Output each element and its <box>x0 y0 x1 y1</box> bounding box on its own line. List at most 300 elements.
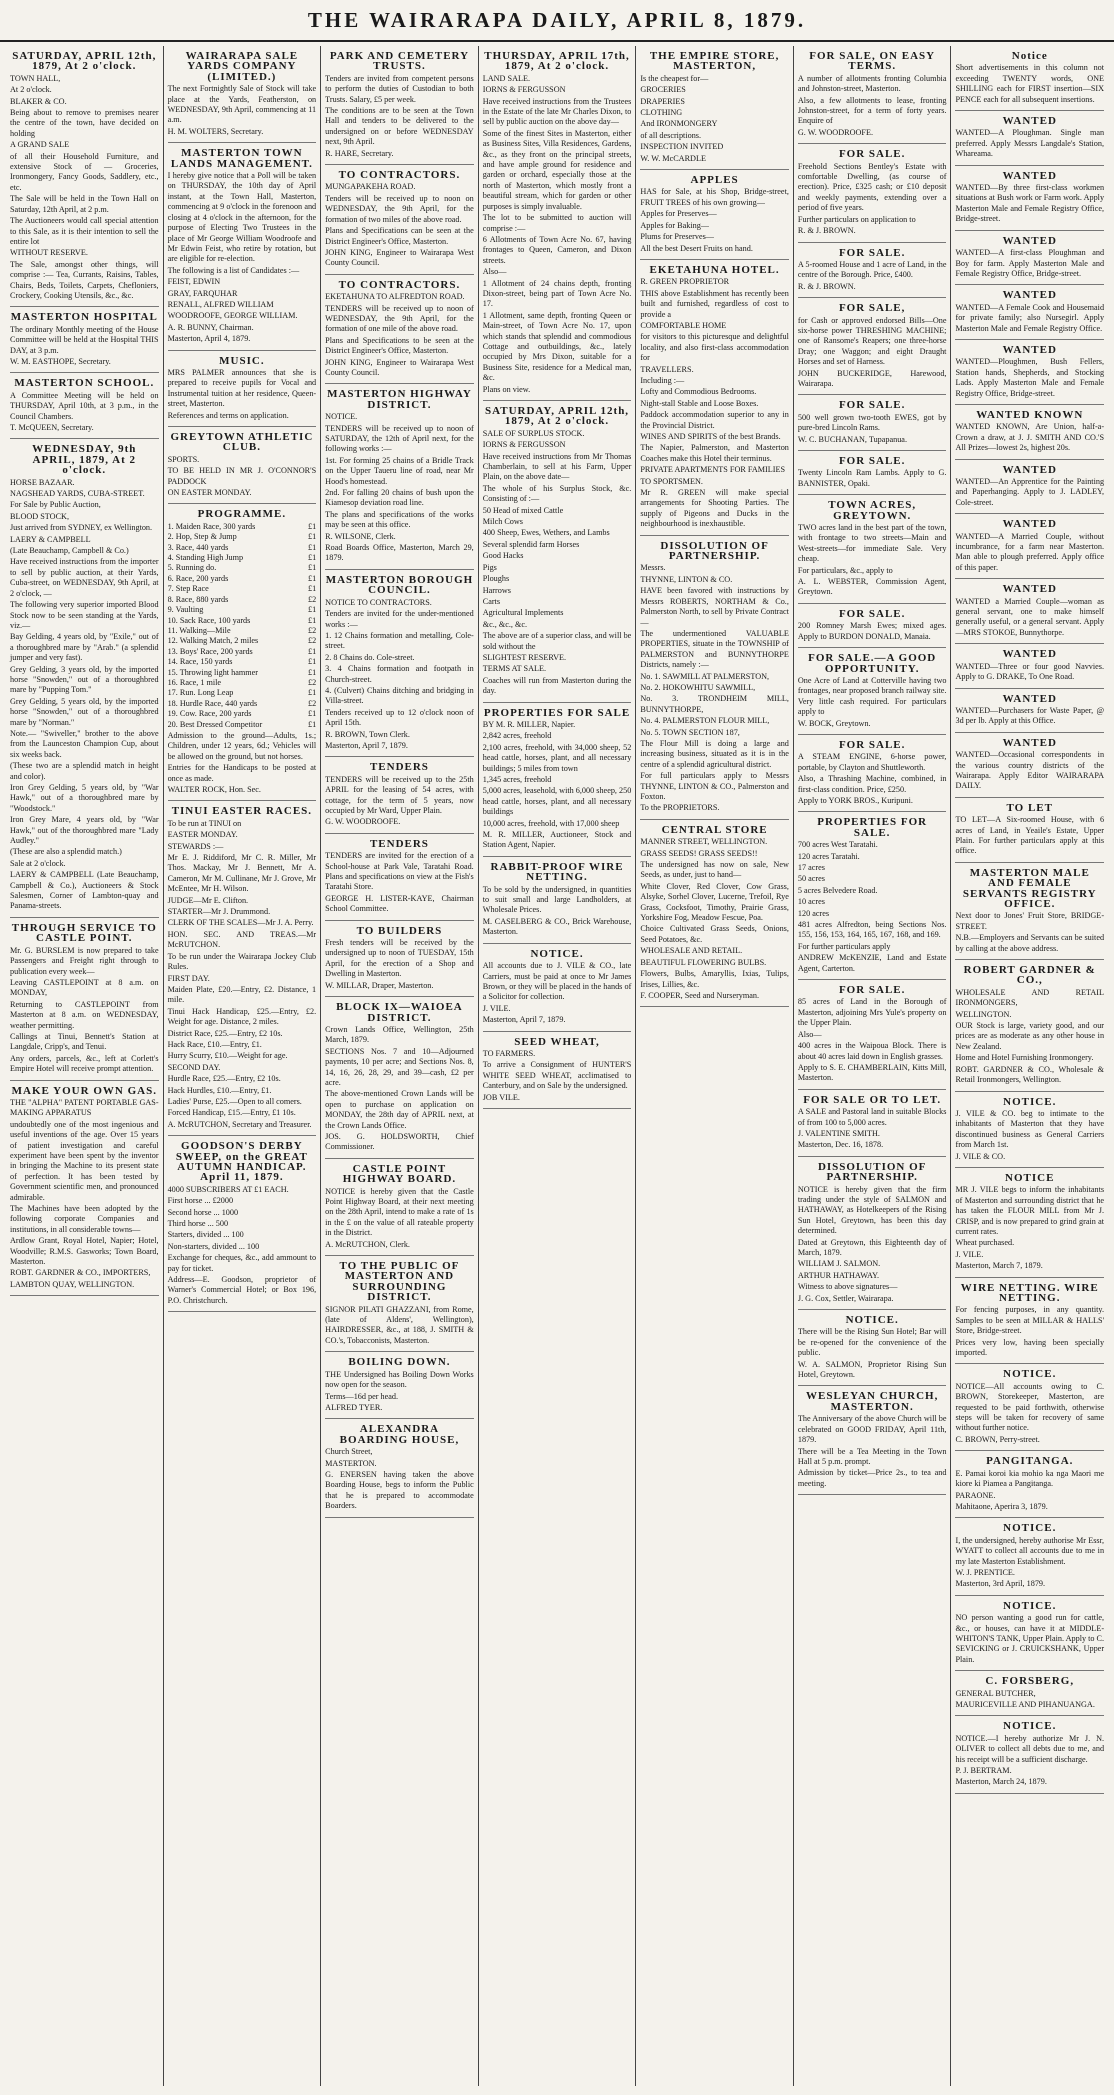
ad-text: FEIST, EDWIN <box>167 277 221 287</box>
ad-text: WINES AND SPIRITS of the best Brands. <box>640 432 781 441</box>
event-name: 11. Walking—Mile <box>167 625 231 635</box>
advertisement <box>955 460 1104 515</box>
ad-heading: MASTERTON MALE AND FEMALE SERVANTS REGISTRY OFFICE. <box>962 866 1097 910</box>
ad-text: Coaches will run from Masterton during the day. <box>482 675 632 696</box>
programme-row <box>168 532 317 542</box>
ad-text: Admission to the ground—Adults, 1s.; Children, under 12 years, 6d.; Vehicles will be allowed on the ground, but not horses. <box>167 730 317 761</box>
ad-text: Tenders received up to 12 o'clock noon of April 15th. <box>325 707 474 728</box>
event-prize: £1 <box>307 532 317 542</box>
advertisement <box>798 298 947 395</box>
ad-text: WANTED—Three or four good Navvies. Apply to G. DRAKE, To One Road. <box>955 661 1105 682</box>
ad-text: All the best Desert Fruits on hand. <box>640 243 753 253</box>
ad-text: R. & J. BROWN. <box>797 281 856 291</box>
ad-text: Tinui Hack Handicap, £25.—Entry, £2. Weight for age. Distance, 2 miles. <box>167 1006 317 1027</box>
advertisement <box>168 801 317 1136</box>
ad-text: SECOND DAY. <box>167 1062 221 1072</box>
advertisement <box>955 863 1104 960</box>
ad-text: 700 acres West Taratahi. <box>797 840 878 850</box>
advertisement <box>483 401 632 703</box>
event-prize: £1 <box>307 605 317 615</box>
ad-text: No. 3. TRONDHEIM MILL, BUNNYTHORPE, <box>640 694 789 714</box>
ad-text: Non-starters, divided ... 100 <box>167 1241 260 1251</box>
ad-text: W. W. McCARDLE <box>640 153 706 163</box>
ad-text: J. VILE. <box>482 1003 511 1013</box>
ad-text: Masterton, 3rd April, 1879. <box>955 1579 1046 1589</box>
ad-text: Exchange for cheques, &c., add ammount to pay for ticket. <box>167 1253 317 1273</box>
ad-text: HAVE been favored with instructions by Messrs ROBERTS, NORTHAM & Co., Palmerston North, to sell by Private Contract— <box>640 586 789 627</box>
ad-text: LAND SALE. <box>482 73 531 83</box>
advertisement <box>955 1168 1104 1278</box>
ad-text: Masterton, April 7, 1879. <box>325 740 408 750</box>
ad-text: THE Undersigned has Boiling Down Works now open for the season. <box>325 1369 474 1390</box>
ad-text: R. HARE, Secretary. <box>325 148 394 158</box>
ad-text: NOTICE is hereby given that the Castle Point Highway Board, at their next meeting on the 28th April, intend to make a rate of 1s in the £ on the value of all rateable property in the District. <box>325 1186 474 1238</box>
ad-text: I hereby give notice that a Poll will be taken on THURSDAY, the 10th day of April instant, at the Town Hall, Masterton, commencing at 9 o'clock in the forenoon and closing at 4 o'clock in the afternoon, for the purpose of Electing Two Trustees in the place of Mr George William Woodroofe and Mr Edwin Feist, who retire by rotation, but are eligible for re-election. <box>167 171 317 264</box>
ad-heading: MASTERTON HIGHWAY DISTRICT. <box>327 388 472 411</box>
event-prize: £1 <box>307 688 317 698</box>
ad-text: WANTED—An Apprentice for the Painting and Paperhanging. Apply to J. LADLEY, Cole-street. <box>955 477 1105 507</box>
ad-text: WHOLESALE AND RETAIL. <box>640 946 743 956</box>
advertisement <box>640 46 789 170</box>
ad-text: The Napier, Palmerston, and Masterton Coaches make this Hotel their terminus. <box>640 443 789 463</box>
advertisement <box>955 1364 1104 1451</box>
advertisement <box>955 166 1104 231</box>
ad-text: Hack Hurdles, £10.—Entry, £1. <box>167 1085 272 1095</box>
advertisement <box>168 427 317 504</box>
advertisement <box>798 1090 947 1157</box>
ad-heading: MASTERTON BOROUGH COUNCIL. <box>325 573 474 597</box>
ad-text: A 5-roomed House and 1 acre of Land, in the centre of the Borough. Price, £400. <box>797 259 947 280</box>
ad-text: WANTED—Purchasers for Waste Paper, @ 3d per lb. Apply at this Office. <box>955 705 1105 726</box>
ad-heading: DISSOLUTION OF PARTNERSHIP. <box>660 539 769 563</box>
ad-text: Harrows <box>482 585 511 595</box>
ad-text: WANTED—By three first-class workmen situations at Bush work or Farm work. Apply Masterton Male and Female Registry Office, Bridge-street. <box>955 183 1105 224</box>
ad-heading: NOTICE. <box>1003 1368 1057 1381</box>
ad-text: There will be the Rising Sun Hotel; Bar will be re-opened for the convenience of the public. <box>797 1327 947 1358</box>
ad-text: HAS for Sale, at his Shop, Bridge-street, FRUIT TREES of his own growing— <box>640 187 789 207</box>
ad-heading: NOTICE. <box>530 947 584 960</box>
advertisement <box>325 165 474 275</box>
ad-text: The above are of a superior class, and will be sold without the <box>482 631 632 651</box>
ad-text: BLOOD STOCK, <box>10 511 69 521</box>
ad-heading: WANTED <box>1002 169 1057 182</box>
ad-text: A SALE and Pastoral land in suitable Blocks of from 100 to 5,000 acres. <box>797 1107 947 1127</box>
ad-text: Have received instructions from the importer to sell by public auction, at their Yards, Cuba-street, on WEDNESDAY, 9th April, at 2 o'clock, — <box>10 557 159 598</box>
ad-text: NOTICE—All accounts owing to C. BROWN, Storekeeper, Masterton, are requested to be paid forthwith, otherwise steps will be taken for recovery of same without further notice. <box>955 1381 1105 1433</box>
event-name: 13. Boys' Race, 200 yards <box>167 646 253 656</box>
ad-text: Next door to Jones' Fruit Store, BRIDGE-STREET. <box>955 911 1105 931</box>
programme-row <box>168 699 317 709</box>
advertisement <box>483 857 632 944</box>
masthead <box>0 0 1114 42</box>
ad-text: Crown Lands Office, Wellington, 25th March, 1879. <box>325 1024 474 1045</box>
ad-text: WANTED KNOWN, Are Union, half-a-Crown a draw, at J. J. SMITH AND CO.'S All Prizes—lowest 2s, highest 20s. <box>955 422 1105 453</box>
programme-row <box>168 657 317 667</box>
ad-text: W. A. SALMON, Proprietor Rising Sun Hotel, Greytown. <box>797 1359 947 1380</box>
ad-text: COMFORTABLE HOME <box>640 320 727 330</box>
advertisement <box>325 834 474 921</box>
ad-text: Returning to CASTLEPOINT from Masterton at 8 a.m. on WEDNESDAY, weather permitting. <box>10 999 159 1030</box>
ad-text: 1. 12 Chains formation and metalling, Cole-street. <box>325 630 474 651</box>
ad-text: Forced Handicap, £15.—Entry, £1 10s. <box>167 1108 296 1118</box>
ad-text: To be run at TINUI on <box>167 818 242 828</box>
ad-text: Milch Cows <box>482 517 523 527</box>
ad-heading: NOTICE. <box>1003 1522 1057 1535</box>
ad-text: R. WILSONE, Clerk. <box>325 531 396 541</box>
ad-text: 17 acres <box>797 863 825 872</box>
ad-heading: TENDERS <box>369 837 429 850</box>
ad-text: ALFRED TYER. <box>325 1402 383 1412</box>
ad-heading: PROGRAMME. <box>197 508 287 521</box>
ad-text: J. VILE & CO. <box>955 1151 1006 1161</box>
advertisement <box>325 1159 474 1256</box>
ad-text: Carts <box>482 596 501 606</box>
ad-heading: MUSIC. <box>219 354 265 367</box>
programme-row <box>168 595 317 605</box>
ad-text: A STEAM ENGINE, 6-horse power, portable, by Clayton and Shuttleworth. <box>797 752 947 772</box>
ad-text: N.B.—Employers and Servants can be suited by calling at the above address. <box>955 933 1105 953</box>
ad-text: WHOLESALE AND RETAIL IRONMONGERS, <box>955 987 1105 1008</box>
ad-text: TENDERS are invited for the erection of a School-house at Park Vale, Taratahi Road. Plans and specifications on view at the Fish's Taratahi Store. <box>325 851 474 892</box>
ad-heading: SATURDAY, APRIL 12th, 1879, At 2 o'clock. <box>12 50 157 73</box>
advertisement <box>955 1671 1104 1716</box>
ad-heading: THURSDAY, APRIL 17th, 1879, At 2 o'clock. <box>484 50 630 73</box>
ad-text: Also, a few allotments to lease, fronting Johnston-street, for a term of forty years. Enquire of <box>797 95 947 126</box>
programme-row <box>168 574 317 584</box>
ad-text: 50 Head of mixed Cattle <box>482 505 564 515</box>
ad-heading: THE EMPIRE STORE, MASTERTON, <box>649 50 780 73</box>
ad-text: RENALL, ALFRED WILLIAM <box>167 299 274 309</box>
ad-text: MUNGAPAKEHA ROAD. <box>325 182 416 192</box>
event-prize: £1 <box>307 521 317 531</box>
programme-row <box>168 636 317 646</box>
ad-text: Wheat purchased. <box>955 1238 1015 1248</box>
ad-text: TENDERS will be received up to the 25th APRIL for the leasing of 54 acres, with cottage, for the term of 5 years, now occupied by Mr Ward, Upper Plain. <box>325 774 474 815</box>
ad-text: WANTED—Occasional correspondents in the various country districts of the Wairarapa. Apply Editor WAIRARAPA DAILY. <box>955 750 1105 791</box>
ad-heading: TO BUILDERS <box>356 924 443 937</box>
advertisement <box>798 1157 947 1310</box>
ad-text: Have received instructions from Mr Thomas Chamberlain, to sell at his Farm, Upper Plain, on the above date— <box>482 451 632 482</box>
ad-heading: FOR SALE, ON EASY TERMS. <box>809 50 936 73</box>
ad-text: TENDERS will be received up to noon of WEDNESDAY, the 9th April, for the formation of one mile of the above road. <box>325 303 474 334</box>
event-name: 4. Standing High Jump <box>167 553 244 563</box>
columns-container <box>6 46 1108 2086</box>
ad-text: The undersigned has now on sale, New Seeds, as under, just to hand— <box>640 860 789 880</box>
ad-heading: TINUI EASTER RACES. <box>171 805 313 818</box>
advertisement <box>325 1419 474 1517</box>
ad-text: W. C. BUCHANAN, Tupapanua. <box>797 434 907 444</box>
advertisement <box>640 820 789 1008</box>
ad-text: Witness to above signatures— <box>797 1282 898 1292</box>
ad-text: MASTERTON. <box>325 1458 377 1468</box>
ad-text: PARAONE. <box>955 1490 996 1500</box>
ad-text: (These are also a splendid match.) <box>10 847 122 857</box>
ad-text: (These two are a splendid match in height and color). <box>10 761 159 781</box>
ad-text: W. J. PRENTICE. <box>955 1567 1015 1577</box>
ad-text: Flowers, Bulbs, Amaryllis, Ixias, Tulips, Irises, Lillies, &c. <box>640 969 789 989</box>
advertisement <box>325 275 474 385</box>
ad-text: The plans and specifications of the works may be seen at this office. <box>325 509 474 530</box>
ad-text: SIGNOR PILATI GHAZZANI, from Rome, (late of Aldens', Wellington), HAIRDRESSER, &c., at 188, J. SMITH & CO.'s, Tobacconists, Masterton. <box>325 1304 474 1345</box>
event-name: 9. Vaulting <box>167 605 204 615</box>
ad-text: MRS PALMER announces that she is prepared to receive pupils for Vocal and Instrumental tuition at her residence, Queen-street, Masterton. <box>167 367 317 409</box>
ad-heading: FOR SALE. <box>838 607 906 620</box>
advertisement <box>325 1256 474 1352</box>
advertisement <box>798 451 947 495</box>
ad-heading: WANTED <box>1002 289 1057 302</box>
ad-text: Freehold Sections Bentley's Estate with comfortable Dwelling, (as course of erection). Price, £325 cash; or £10 deposit and weekly payments, extending over a period of five years. <box>797 161 947 213</box>
ad-text: CLOTHING <box>640 108 683 118</box>
ad-heading: GREYTOWN ATHLETIC CLUB. <box>170 431 314 454</box>
ad-text: JOHN KING, Engineer to Wairarapa West County Council. <box>325 247 474 268</box>
ad-text: 4000 SUBSCRIBERS AT £1 EACH. <box>167 1184 289 1194</box>
event-prize: £1 <box>307 563 317 573</box>
ad-text: Good Hacks <box>482 551 524 561</box>
event-name: 19. Cow. Race, 200 yards <box>167 709 252 719</box>
ad-text: No. 5. TOWN SECTION 187, <box>640 727 740 737</box>
ad-text: For Sale by Public Auction, <box>10 500 101 510</box>
ad-text: J. VILE. <box>955 1249 984 1259</box>
ad-text: Night-stall Stable and Loose Boxes. <box>640 398 759 408</box>
ad-text: For full particulars apply to Messrs THYNNE, LINTON & CO., Palmerston and Foxton. <box>640 771 789 801</box>
ad-text: A number of allotments fronting Columbia and Johnston-street, Masterton. <box>797 73 947 94</box>
event-name: 5. Running do. <box>167 563 217 573</box>
event-name: 16. Race, 1 mile <box>167 677 222 687</box>
ad-text: WANTED—Ploughmen, Bush Fellers, Station hands, Shepherds, and Stocking Lads. Apply Masterton Male and Female Registry Office, Bridge-street. <box>955 357 1105 398</box>
ad-text: Third horse ... 500 <box>167 1219 229 1229</box>
ad-text: SALE OF SURPLUS STOCK. <box>482 428 585 438</box>
ad-text: NOTICE is hereby given that the firm trading under the style of SALMON and HATHAWAY, as Hotelkeepers of the Rising Sun Hotel, Greytown, has been this day determined. <box>797 1184 947 1236</box>
ad-text: MANNER STREET, WELLINGTON. <box>640 837 768 847</box>
ad-text: The Sale will be held in the Town Hall on Saturday, 12th April, at 2 p.m. <box>10 194 159 214</box>
ad-heading: WANTED KNOWN <box>976 408 1084 421</box>
column-4 <box>479 46 637 2086</box>
advertisement <box>798 1386 947 1495</box>
advertisement <box>955 644 1104 688</box>
column-5 <box>636 46 794 2086</box>
event-name: 17. Run. Long Leap <box>167 688 234 698</box>
ad-text: Paddock accommodation superior to any in the Provincial District. <box>640 410 789 430</box>
ad-text: M. R. MILLER, Auctioneer, Stock and Station Agent, Napier. <box>482 830 632 850</box>
ad-heading: TOWN ACRES, GREYTOWN. <box>828 499 917 522</box>
ad-text: WILLIAM J. SALMON. <box>797 1259 881 1269</box>
ad-text: A Committee Meeting will be held on THURSDAY, April 10th, at 3 p.m., in the Council Chambers. <box>10 390 159 421</box>
event-name: 1. Maiden Race, 300 yards <box>167 521 256 531</box>
advertisement <box>798 648 947 735</box>
ad-heading: WESLEYAN CHURCH, MASTERTON. <box>806 1390 939 1413</box>
ad-text: Masterton, March 24, 1879. <box>955 1777 1047 1787</box>
ad-text: Grey Gelding, 3 years old, by the imported horse "Snowden," out of a thoroughbred mare by "Pupping Tom." <box>10 664 159 695</box>
ad-text: GENERAL BUTCHER, <box>955 1688 1036 1698</box>
ad-text: Apply to YORK BROS., Kuripuni. <box>797 795 913 805</box>
ad-text: 10,000 acres, freehold, with 17,000 sheep <box>482 818 620 828</box>
ad-text: Hack Race, £10.—Entry, £1. <box>167 1039 262 1049</box>
event-prize: £2 <box>307 625 317 635</box>
advertisement <box>955 733 1104 798</box>
ad-text: T. McQUEEN, Secretary. <box>10 423 94 432</box>
advertisement <box>798 735 947 812</box>
ad-text: To be sold by the undersigned, in quantities to suit small and large Landholders, at Wholesale Prices. <box>482 884 632 915</box>
ad-text: Have received instructions from the Trustees in the Estate of the late Mr Charles Dixon, to sell by public auction on the above day— <box>482 96 632 127</box>
ad-text: J. VILE & CO. beg to intimate to the inhabitants of Masterton that they have discontinued business as General Carriers from March 1st. <box>955 1108 1105 1150</box>
ad-text: I, the undersigned, hereby authorise Mr Essr, WYATT to collect all accounts due to me in my late Masterton Establishment. <box>955 1535 1105 1566</box>
ad-text: undoubtedly one of the most ingenious and useful inventions of the age. Over 15 years of patient investigation and careful experiment have been spent by the inventor in bringing the Machine to its present state of perfection. It has been tested by Government scientific men, and pronounced admirable. <box>10 1119 159 1202</box>
ad-text: Starters, divided ... 100 <box>167 1230 244 1240</box>
advertisement <box>798 495 947 604</box>
programme-row <box>168 522 317 532</box>
advertisement <box>955 960 1104 1091</box>
ad-text: TRAVELLERS. <box>640 364 694 374</box>
ad-text: FIRST DAY. <box>167 973 210 983</box>
ad-text: 1st. For forming 25 chains of a Bridle Track on the Upper Taueru line of road, near Mr Hood's homestead. <box>325 455 474 486</box>
ad-text: THIS above Establishment has recently been built and furnished, regardless of cost to provide a <box>640 288 789 319</box>
advertisement <box>955 689 1104 733</box>
event-prize: £2 <box>307 698 317 708</box>
ad-heading: NOTICE. <box>1003 1095 1057 1108</box>
ad-text: Hurry Scurry, £10.—Weight for age. <box>167 1051 288 1061</box>
ad-text: And IRONMONGERY <box>640 119 718 129</box>
ad-heading: WANTED <box>1002 583 1057 596</box>
advertisement <box>10 307 159 373</box>
ad-text: Mahitaone, Aperira 3, 1879. <box>955 1501 1048 1511</box>
advertisement <box>168 351 317 427</box>
advertisement <box>798 243 947 299</box>
ad-text: Hurdle Race, £25.—Entry, £2 10s. <box>167 1074 281 1084</box>
ad-text: A. L. WEBSTER, Commission Agent, Greytown. <box>797 577 947 597</box>
ad-text: Plans and Specifications can be seen at the District Engineer's Office, Masterton. <box>325 226 474 246</box>
ad-text: Just arrived from SYDNEY, ex Wellington. <box>10 523 153 533</box>
ad-text: HON. SEC. AND TREAS.—Mr McRUTCHON. <box>167 929 317 950</box>
ad-text: W. M. EASTHOPE, Secretary. <box>10 356 111 366</box>
event-prize: £1 <box>307 573 317 583</box>
ad-text: SPORTS. <box>167 454 200 464</box>
ad-heading: SATURDAY, APRIL 12th, 1879, At 2 o'clock. <box>484 405 630 428</box>
ad-text: WANTED—A Female Cook and Housemaid for private family; also Nursegirl. Apply Masterton Male and Female Registry Office. <box>955 302 1105 333</box>
ad-text: Apples for Baking— <box>640 220 709 230</box>
ad-text: The undermentioned VALUABLE PROPERTIES, situate in the TOWNSHIP of PALMERSTON and BUNNYTHORPE Districts, namely :— <box>640 628 789 670</box>
advertisement <box>798 46 947 144</box>
ad-text: Including :— <box>640 375 685 385</box>
ad-text: BEAUTIFUL FLOWERING BULBS. <box>640 957 767 967</box>
ad-text: Maiden Plate, £20.—Entry, £2. Distance, 1 mile. <box>167 984 317 1005</box>
programme-row <box>168 584 317 594</box>
programme-row <box>168 709 317 719</box>
page-title: THE WAIRARAPA DAILY, APRIL 8, 1879. <box>307 8 807 32</box>
ad-heading: WEDNESDAY, 9th APRIL, 1879, At 2 o'clock. <box>32 443 137 477</box>
ad-text: Address—E. Goodson, proprietor of Warner's Commercial Hotel; or Box 196, P.O. Christchurch. <box>167 1275 317 1305</box>
column-2 <box>164 46 322 2086</box>
advertisement <box>325 997 474 1159</box>
ad-text: TERMS AT SALE. <box>482 664 547 674</box>
ad-text: WITHOUT RESERVE. <box>10 248 88 258</box>
ad-text: Callings at Tinui, Bennett's Station at Langdale, Cripp's, and Tenui. <box>10 1031 159 1052</box>
ad-text: Home and Hotel Furnishing Ironmongery. <box>955 1053 1094 1063</box>
ad-text: E. Pamai koroi kia mohio ka nga Maori me kiore ki Piamea a Pangitanga. <box>955 1468 1105 1489</box>
event-prize: £2 <box>307 636 317 646</box>
event-name: 3. Race, 440 yards <box>167 542 229 552</box>
ad-text: Ardlow Grant, Royal Hotel, Napier; Hotel, Woodville; R.M.S. Gasworks; Town Board, Masterton. <box>10 1236 159 1267</box>
ad-text: NO person wanting a good run for cattle, &c., or houses, can have it at MIDDLE-WHITON'S TANK, Upper Plain. Apply to C. SEVICKING or J. CRUICKSHANK, Upper Plain. <box>955 1613 1105 1664</box>
ad-text: First horse ... £2000 <box>167 1196 234 1206</box>
advertisement <box>955 405 1104 460</box>
ad-text: 4. (Culvert) Chains ditching and bridging in Villa-street. <box>325 685 474 706</box>
event-prize: £1 <box>307 657 317 667</box>
ad-text: 481 acres Alfredton, being Sections Nos. 155, 156, 153, 164, 165, 167, 168, and 169. <box>797 920 947 940</box>
event-prize: £1 <box>307 709 317 719</box>
ad-text: ARTHUR HATHAWAY. <box>797 1270 880 1280</box>
advertisement <box>168 1136 317 1312</box>
ad-text: R. BROWN, Town Clerk. <box>325 729 410 739</box>
ad-text: 1,345 acres, freehold <box>482 775 552 784</box>
ad-heading: TO LET <box>1006 801 1053 814</box>
ad-text: For particulars, &c., apply to <box>797 565 893 575</box>
ad-heading: FOR SALE. <box>838 738 906 751</box>
ad-text: ROBT. GARDNER & CO., Wholesale & Retail Ironmongers, Wellington. <box>955 1064 1105 1085</box>
ad-heading: FOR SALE. <box>838 246 906 259</box>
ad-heading: NOTICE. <box>845 1314 899 1327</box>
ad-text: WELLINGTON. <box>955 1009 1012 1019</box>
ad-text: Agricultural Implements <box>482 608 564 618</box>
event-name: 10. Sack Race, 100 yards <box>167 615 251 625</box>
ad-text: Several splendid farm Horses <box>482 539 580 549</box>
ad-text: For further particulars apply <box>797 941 891 951</box>
ad-heading: APPLES <box>690 174 739 187</box>
ad-heading: WIRE NETTING. WIRE NETTING. <box>960 1281 1099 1304</box>
ad-text: TOWN HALL, <box>10 73 61 83</box>
ad-text: Grey Gelding, 5 years old, by the imported horse "Snowden," out of a thoroughbred mare by "Norman." <box>10 696 159 727</box>
ad-heading: WANTED <box>1002 692 1057 705</box>
ad-heading: FOR SALE OR TO LET. <box>803 1093 942 1106</box>
ad-heading: CASTLE POINT HIGHWAY BOARD. <box>342 1162 457 1186</box>
ad-text: JOB VILE. <box>482 1092 520 1102</box>
advertisement <box>955 111 1104 166</box>
ad-text: for visitors to this picturesque and delightful locality, and also first-class accommodation for <box>640 332 789 363</box>
ad-heading: BOILING DOWN. <box>348 1356 451 1369</box>
ad-text: Being about to remove to premises nearer the centre of the town, have decided on holding <box>10 108 159 138</box>
ad-text: Also— <box>797 1029 822 1039</box>
ad-text: JOHN KING, Engineer to Wairarapa West County Council. <box>325 357 474 377</box>
ad-text: EASTER MONDAY. <box>167 830 238 840</box>
ad-text: All accounts due to J. VILE & CO., late Carriers, must be paid at once to Mr James Brown, or they will be placed in the hands of a Solicitor for collection. <box>482 961 632 1002</box>
ad-heading: THROUGH SERVICE TO CASTLE POINT. <box>11 921 157 945</box>
ad-text: Dated at Greytown, this Eighteenth day of March, 1879. <box>797 1237 947 1257</box>
ad-text: LAERY & CAMPBELL <box>10 534 91 544</box>
ad-heading: WANTED <box>1002 463 1057 476</box>
ad-text: The conditions are to be seen at the Town Hall and tenders to be delivered to the undersigned on or before WEDNESDAY next, 9th April. <box>325 106 474 147</box>
ad-text: Iron Grey Gelding, 5 years old, by "War Hawk," out of a thoroughbred mare by "Woodstock." <box>10 783 159 813</box>
ad-heading: FOR SALE. <box>838 399 906 412</box>
ad-text: WALTER ROCK, Hon. Sec. <box>167 785 261 794</box>
ad-heading: NOTICE <box>1005 1171 1055 1184</box>
ad-text: Mr E. J. Riddiford, Mr C. R. Miller, Mr Thos. Mackay, Mr J. Bennett, Mr A. Cameron, Mr M. Cullinane, Mr J. Grove, Mr McEntee, Mr H. Wilson. <box>167 853 317 894</box>
ad-text: W. MILLAR, Draper, Masterton. <box>325 980 434 990</box>
ad-text: For fencing purposes, in any quantity. Samples to be seen at MILLAR & HALLS' Store, Bridge-street. <box>955 1305 1105 1336</box>
ad-text: No. 1. SAWMILL AT PALMERSTON, <box>640 671 770 681</box>
ad-text: 5,000 acres, leasehold, with 6,000 sheep, 250 head cattle, horses, plant, and all necessary buildings <box>482 786 632 817</box>
ad-text: ROBT. GARDNER & CO., IMPORTERS, <box>10 1268 151 1278</box>
ad-text: A. R. BUNNY, Chairman. <box>167 322 254 332</box>
programme-row <box>168 678 317 688</box>
ad-text: Tenders will be received up to noon on WEDNESDAY, the 9th April, for the formation of two miles of the above road. <box>325 193 474 224</box>
event-prize: £1 <box>307 553 317 563</box>
event-name: 6. Race, 200 yards <box>167 573 229 583</box>
ad-text: 3. 4 Chains formation and footpath in Church-street. <box>325 664 474 684</box>
programme-row <box>168 563 317 573</box>
ad-text: Any orders, parcels, &c., left at Corlett's Empire Hotel will receive prompt attention. <box>10 1053 159 1074</box>
ad-text: CLERK OF THE SCALES—Mr J. A. Perry. <box>167 918 314 928</box>
ad-text: W. BOCK, Greytown. <box>797 718 871 728</box>
ad-text: TENDERS will be received up to noon of SATURDAY, the 12th of April next, for the following works :— <box>325 423 474 454</box>
